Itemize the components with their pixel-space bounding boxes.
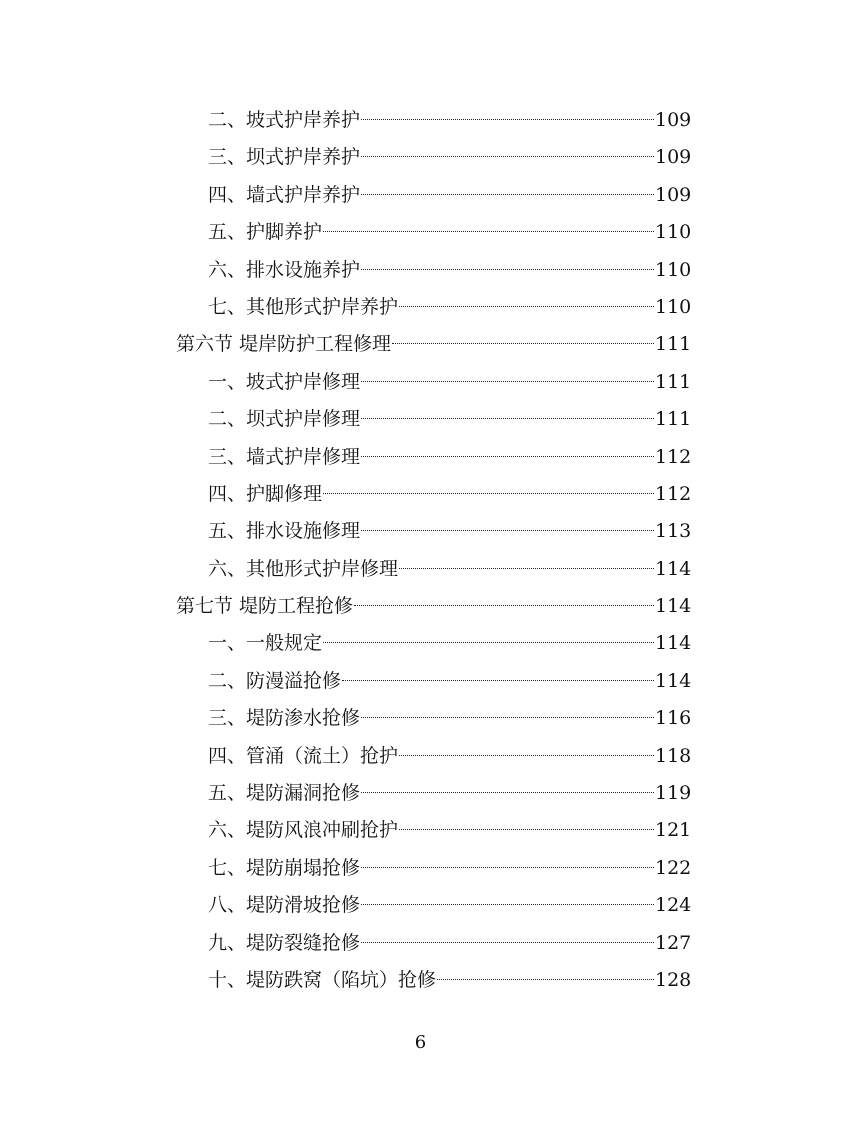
dot-leader [399, 829, 654, 830]
toc-entry [0, 775, 697, 812]
toc-entry-title: 三、堤防渗水抢修 [208, 707, 361, 730]
toc-entry-page: 122 [655, 856, 692, 879]
toc-entry [0, 812, 697, 849]
toc-entry-page: 110 [655, 295, 692, 318]
toc-entry [0, 177, 697, 214]
toc-entry [0, 439, 697, 476]
toc-entry-title: 第六节 堤岸防护工程修理 [176, 333, 392, 356]
dot-leader [361, 194, 654, 195]
toc-entry [0, 925, 697, 962]
toc-entry-page: 111 [655, 408, 692, 431]
dot-leader [437, 979, 654, 980]
toc-entry [0, 551, 697, 588]
toc-entry [0, 326, 697, 363]
toc-entry-title: 第七节 堤防工程抢修 [176, 595, 354, 618]
toc-entry-page: 114 [655, 632, 692, 655]
dot-leader [361, 119, 654, 120]
toc-entry-page: 112 [655, 445, 692, 468]
dot-leader [323, 231, 654, 232]
toc-entry-title: 一、坡式护岸修理 [208, 370, 361, 393]
toc-entry-page: 110 [655, 258, 692, 281]
toc-entry-page: 124 [655, 894, 692, 917]
toc-entry-page: 116 [655, 707, 692, 730]
toc-entry [0, 289, 697, 326]
toc-entry-title: 二、防漫溢抢修 [208, 669, 342, 692]
dot-leader [361, 418, 654, 419]
toc-entry-title: 四、管涌（流土）抢护 [208, 744, 399, 767]
toc-entry-page: 114 [655, 669, 692, 692]
dot-leader [361, 867, 654, 868]
toc-entry-page: 111 [655, 370, 692, 393]
page-number: 6 [414, 1032, 427, 1053]
toc-entry-title: 七、堤防崩塌抢修 [208, 856, 361, 879]
toc-entry [0, 476, 697, 513]
toc-entry-title: 九、堤防裂缝抢修 [208, 931, 361, 954]
toc-entry [0, 663, 697, 700]
toc-entry-page: 109 [655, 146, 692, 169]
toc-entry-title: 一、一般规定 [208, 632, 323, 655]
toc-entry-title: 十、堤防跌窝（陷坑）抢修 [208, 968, 437, 991]
dot-leader [361, 904, 654, 905]
toc-entry [0, 513, 697, 550]
dot-leader [354, 605, 654, 606]
toc-entry-page: 127 [655, 931, 692, 954]
toc-entry [0, 625, 697, 662]
toc-entry-page: 112 [655, 482, 692, 505]
toc-entry-page: 114 [655, 595, 692, 618]
dot-leader [323, 642, 654, 643]
toc-entry-page: 109 [655, 109, 692, 131]
toc-entry-title: 三、坝式护岸养护 [208, 146, 361, 169]
toc-entry-page: 111 [655, 333, 692, 356]
toc-entry-page: 121 [655, 819, 692, 842]
dot-leader [361, 792, 654, 793]
dot-leader [361, 717, 654, 718]
toc-entry-title: 五、排水设施修理 [208, 520, 361, 543]
toc-entry [0, 139, 697, 176]
toc-entry [0, 364, 697, 401]
dot-leader [361, 530, 654, 531]
dot-leader [342, 680, 654, 681]
toc-entry [0, 962, 697, 999]
toc-entry-page: 119 [655, 782, 692, 805]
toc-entry-page: 128 [655, 968, 692, 991]
toc-entry-page: 113 [655, 520, 692, 543]
dot-leader [361, 269, 654, 270]
toc-entry [0, 401, 697, 438]
dot-leader [361, 942, 654, 943]
dot-leader [323, 493, 654, 494]
dot-leader [361, 456, 654, 457]
toc-entry-title: 六、排水设施养护 [208, 258, 361, 281]
table-of-contents [0, 102, 841, 999]
toc-entry-title: 四、墙式护岸养护 [208, 183, 361, 206]
toc-entry-page: 110 [655, 221, 692, 244]
toc-entry-title: 五、堤防漏洞抢修 [208, 782, 361, 805]
toc-entry-title: 二、坡式护岸养护 [208, 109, 361, 131]
toc-entry-title: 三、墙式护岸修理 [208, 445, 361, 468]
toc-entry [0, 214, 697, 251]
toc-entry-title: 六、其他形式护岸修理 [208, 557, 399, 580]
toc-entry-title: 六、堤防风浪冲刷抢护 [208, 819, 399, 842]
toc-entry-page: 118 [655, 744, 692, 767]
toc-entry-page: 114 [655, 557, 692, 580]
toc-entry-title: 四、护脚修理 [208, 482, 323, 505]
toc-entry [0, 252, 697, 289]
toc-entry [0, 850, 697, 887]
toc-entry [0, 588, 697, 625]
toc-entry-title: 七、其他形式护岸养护 [208, 295, 399, 318]
dot-leader [392, 343, 654, 344]
toc-entry [0, 738, 697, 775]
toc-entry-title: 八、堤防滑坡抢修 [208, 894, 361, 917]
toc-entry-page: 109 [655, 183, 692, 206]
dot-leader [399, 306, 654, 307]
dot-leader [361, 156, 654, 157]
toc-entry-title: 五、护脚养护 [208, 221, 323, 244]
dot-leader [361, 381, 654, 382]
toc-entry [0, 700, 697, 737]
dot-leader [399, 568, 654, 569]
toc-entry-title: 二、坝式护岸修理 [208, 408, 361, 431]
dot-leader [399, 755, 654, 756]
toc-entry [0, 887, 697, 924]
toc-entry [0, 102, 697, 139]
